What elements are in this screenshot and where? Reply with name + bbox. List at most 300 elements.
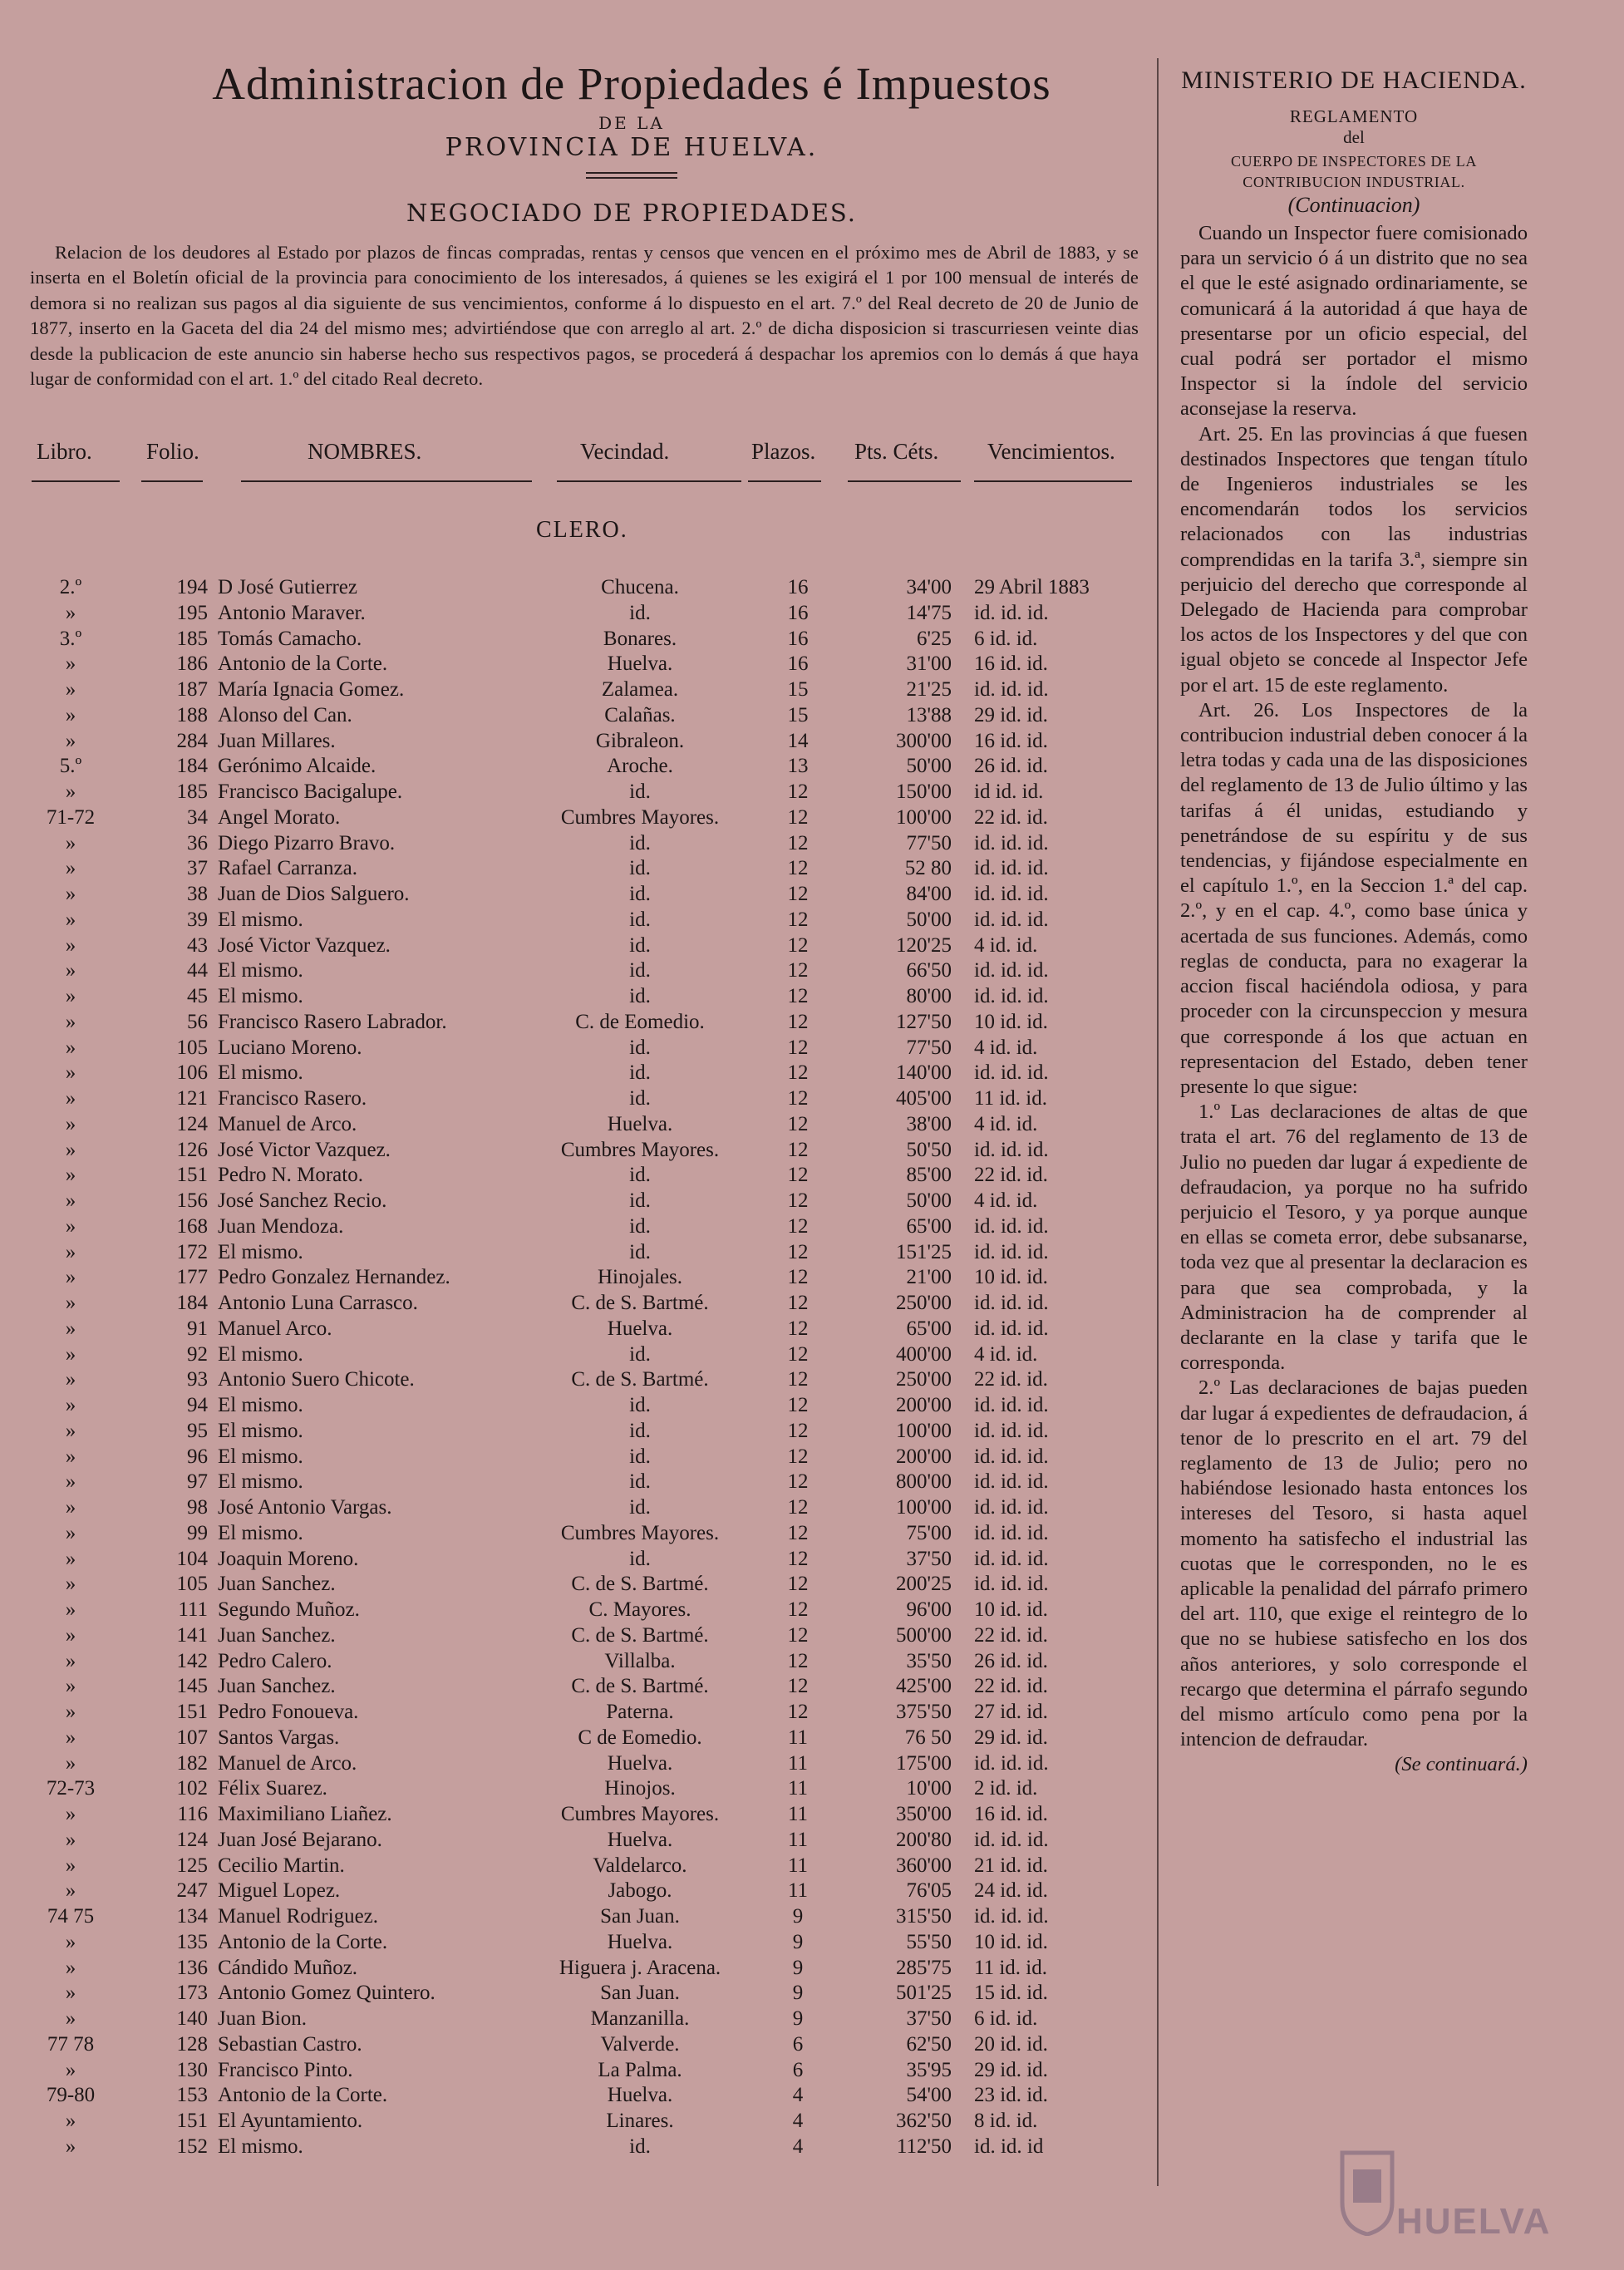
folio-cell: 34 [187,805,208,829]
vecindad-cell: C. de S. Bartmé. [571,1675,709,1698]
vencimiento-cell: 29 id. id. [974,703,1048,726]
folio-cell: 104 [176,1547,208,1570]
libro-cell: » [65,908,76,931]
plazos-cell: 12 [787,933,809,957]
vencimiento-cell: id. id. id. [974,1061,1049,1085]
vecindad-cell: id. [629,1496,651,1519]
libro-cell: » [65,1419,76,1442]
folio-cell: 134 [176,1905,208,1928]
debtor-table [25,575,1172,2160]
name-cell: Antonio Gomez Quintero. [218,1982,436,2005]
vecindad-cell: id. [629,1164,651,1187]
table-header [25,439,1155,489]
name-cell: El mismo. [218,1394,303,1416]
folio-cell: 124 [176,1828,208,1851]
name-cell: Manuel Arco. [218,1317,332,1340]
libro-cell: » [65,1854,76,1877]
table-row [25,1930,1172,1956]
name-cell: Juan Sanchez. [218,1623,336,1647]
table-row [25,1547,1172,1573]
vecindad-cell: id. [629,959,651,982]
folio-cell: 186 [176,652,208,676]
table-row [25,1598,1172,1623]
libro-cell: » [65,1623,76,1647]
vencimiento-cell: 21 id. id. [974,1854,1048,1877]
name-cell: Diego Pizarro Bravo. [218,831,396,854]
vecindad-cell: id. [629,780,651,803]
shield-icon [1338,2144,1396,2236]
table-row [25,1751,1172,1777]
name-cell: Santos Vargas. [218,1726,340,1749]
ministry-title: MINISTERIO DE HACIENDA. [1181,66,1527,94]
table-row [25,1572,1172,1598]
folio-cell: 195 [176,601,208,624]
folio-cell: 106 [176,1061,208,1085]
table-row [25,1393,1172,1419]
vecindad-cell: id. [629,883,651,905]
vencimiento-cell: 26 id. id. [974,755,1048,778]
table-row [25,1163,1172,1189]
amount-cell: 65'00 [906,1317,952,1340]
name-cell: Pedro Fonoueva. [218,1701,359,1723]
vecindad-cell: id. [629,1342,651,1366]
libro-cell: » [65,1036,76,1059]
libro-cell: 71-72 [46,805,96,829]
name-cell: Juan de Dios Salguero. [218,883,410,905]
libro-cell: 3.º [59,627,82,650]
folio-cell: 284 [176,729,208,752]
vecindad-cell: Villalba. [604,1649,676,1672]
vencimiento-cell: id. id. id. [974,1521,1049,1544]
amount-cell: 14'75 [906,601,952,624]
amount-cell: 38'00 [906,1112,952,1135]
vencimiento-cell: id. id. id. [974,1445,1049,1468]
amount-cell: 62'50 [906,2032,952,2056]
vecindad-cell: C. de S. Bartmé. [571,1573,709,1596]
folio-cell: 116 [177,1803,208,1825]
folio-cell: 185 [176,780,208,803]
name-cell: Alonso del Can. [218,703,352,726]
name-cell: Antonio de la Corte. [218,1930,388,1953]
table-row [25,627,1172,652]
folio-cell: 142 [176,1649,208,1672]
table-row [25,856,1172,882]
libro-cell: » [65,1010,76,1033]
table-row [25,1010,1172,1036]
amount-cell: 300'00 [895,729,952,752]
name-cell: Cecilio Martin. [218,1854,345,1877]
plazos-cell: 12 [787,1701,809,1723]
folio-cell: 56 [187,1010,208,1033]
libro-cell: » [65,1573,76,1596]
paragraph: 2.º Las declaraciones de bajas pueden dar lugar á expedientes de defraudacion, á tenor de lo prescrito en el art. 79 del reglamento de 13 de Julio; pero no habiéndose lesionado hasta entonces los intereses del Tesoro, si hasta aquel momento ha satisfecho el industrial las cuotas que le corresponden, no le es aplicable la penalidad del párrafo primero del art. 110, que exige el reintegro de lo que no se hubiese satisfecho en los dos años anteriores, y solo corresponde el recargo que determina el párrafo segundo del mismo artículo como pena por la intencion de defraudar. [1180,1376,1528,1751]
table-row [25,1086,1172,1112]
table-row [25,933,1172,959]
vencimiento-cell: id. id. id. [974,857,1049,880]
libro-cell: » [65,2110,76,2132]
title-de-la: DE LA [598,113,665,133]
vecindad-cell: Bonares. [603,627,677,650]
plazos-cell: 12 [787,1342,809,1366]
vecindad-cell: Hinojos. [604,1777,676,1800]
vencimiento-cell: id. id. id. [974,1292,1049,1314]
plazos-cell: 12 [787,1036,809,1059]
vecindad-cell: Gibraleon. [595,729,685,752]
amount-cell: 50'00 [906,1189,952,1212]
header-plazos: Plazos. [751,439,816,464]
amount-cell: 50'50 [906,1138,952,1161]
plazos-cell: 6 [792,2032,804,2056]
amount-cell: 96'00 [906,1598,952,1621]
libro-cell: » [65,1675,76,1698]
table-row [25,1854,1172,1879]
vecindad-cell: id. [629,1445,651,1468]
folio-cell: 184 [176,1292,208,1314]
amount-cell: 21'00 [906,1266,952,1289]
table-row [25,1623,1172,1649]
table-row [25,1342,1172,1368]
table-row [25,1495,1172,1521]
table-row [25,805,1172,831]
table-row [25,1061,1172,1086]
vecindad-cell: id. [629,1061,651,1085]
amount-cell: 13'88 [906,703,952,726]
vencimiento-cell: 4 id. id. [974,1189,1038,1212]
libro-cell: » [65,959,76,982]
header-rule [974,480,1132,482]
table-row [25,1521,1172,1547]
name-cell: El mismo. [218,1521,303,1544]
vencimiento-cell: id. id. id. [974,1828,1049,1851]
name-cell: Antonio Suero Chicote. [218,1368,415,1391]
table-row [25,1726,1172,1751]
amount-cell: 65'00 [906,1214,952,1238]
amount-cell: 250'00 [895,1368,952,1391]
watermark-text: HUELVA [1396,2201,1552,2242]
table-row [25,1214,1172,1240]
amount-cell: 800'00 [895,1470,952,1494]
folio-cell: 121 [176,1087,208,1110]
name-cell: Francisco Bacigalupe. [218,780,403,803]
folio-cell: 126 [176,1138,208,1161]
amount-cell: 76'05 [906,1879,952,1903]
name-cell: Manuel Rodriguez. [218,1905,379,1928]
libro-cell: » [65,1394,76,1416]
libro-cell: » [65,1266,76,1289]
plazos-cell: 12 [787,1112,809,1135]
amount-cell: 31'00 [906,652,952,676]
plazos-cell: 12 [787,1675,809,1698]
vencimiento-cell: id id. id. [974,780,1044,803]
name-cell: Francisco Pinto. [218,2058,353,2081]
header-rule [141,480,203,482]
folio-cell: 168 [176,1214,208,1238]
header-vecindad: Vecindad. [580,439,670,464]
libro-cell: » [65,1726,76,1749]
table-row [25,729,1172,755]
libro-cell: 2.º [59,576,82,598]
vecindad-cell: id. [629,1189,651,1212]
table-row [25,601,1172,627]
name-cell: Antonio de la Corte. [218,652,388,676]
folio-cell: 43 [187,933,208,957]
plazos-cell: 16 [787,576,809,598]
plazos-cell: 12 [787,1189,809,1212]
name-cell: El mismo. [218,1061,303,1085]
table-row [25,1700,1172,1726]
libro-cell: » [65,831,76,854]
amount-cell: 375'50 [895,1701,952,1723]
table-row [25,1470,1172,1495]
table-row [25,1112,1172,1138]
amount-cell: 34'00 [906,576,952,598]
libro-cell: » [65,1803,76,1825]
table-row [25,1956,1172,1982]
plazos-cell: 6 [792,2058,804,2081]
name-cell: El mismo. [218,1342,303,1366]
plazos-cell: 11 [787,1803,809,1825]
amount-cell: 50'00 [906,908,952,931]
department-title: NEGOCIADO DE PROPIEDADES. [406,199,857,227]
header-rule [748,480,821,482]
folio-cell: 151 [176,1164,208,1187]
table-row [25,1802,1172,1828]
table-row [25,1879,1172,1904]
libro-cell: » [65,601,76,624]
name-cell: Gerónimo Alcaide. [218,755,376,778]
folio-cell: 187 [176,678,208,701]
name-cell: D José Gutierrez [218,576,357,598]
table-row [25,1265,1172,1291]
vencimiento-cell: 29 id. id. [974,2058,1048,2081]
vecindad-cell: Cumbres Mayores. [560,1138,720,1161]
folio-cell: 125 [176,1854,208,1877]
vencimiento-cell: id. id. id. [974,1214,1049,1238]
plazos-cell: 9 [792,1930,804,1953]
amount-cell: 100'00 [895,805,952,829]
table-row [25,1367,1172,1393]
name-cell: Félix Suarez. [218,1777,327,1800]
vencimiento-cell: 20 id. id. [974,2032,1048,2056]
name-cell: Maximiliano Liañez. [218,1803,392,1825]
amount-cell: 55'50 [906,1930,952,1953]
libro-cell: 5.º [59,755,82,778]
vecindad-cell: Huelva. [607,1828,673,1851]
regulation-text [1180,221,1528,1778]
plazos-cell: 12 [787,1317,809,1340]
name-cell: El Ayuntamiento. [218,2110,363,2132]
folio-cell: 194 [176,576,208,598]
plazos-cell: 12 [787,1368,809,1391]
libro-cell: » [65,1956,76,1979]
header-folio: Folio. [146,439,199,464]
libro-cell: » [65,857,76,880]
plazos-cell: 11 [787,1879,809,1903]
table-row [25,780,1172,805]
amount-cell: 10'00 [906,1777,952,1800]
header-rule [557,480,741,482]
name-cell: María Ignacia Gomez. [218,678,405,701]
header-pts: Pts. Céts. [854,439,939,464]
vecindad-cell: La Palma. [598,2058,682,2081]
plazos-cell: 12 [787,985,809,1007]
table-row [25,652,1172,677]
libro-cell: » [65,1214,76,1238]
folio-cell: 111 [178,1598,208,1621]
libro-cell: » [65,2007,76,2030]
folio-cell: 188 [176,703,208,726]
plazos-cell: 12 [787,883,809,905]
plazos-cell: 4 [792,2084,804,2107]
folio-cell: 97 [187,1470,208,1494]
libro-cell: » [65,1598,76,1621]
table-row [25,754,1172,780]
folio-cell: 38 [187,883,208,905]
right-column [1180,66,1528,1778]
vecindad-cell: Paterna. [606,1701,674,1723]
plazos-cell: 12 [787,1214,809,1238]
folio-cell: 136 [176,1956,208,1979]
folio-cell: 184 [176,755,208,778]
vencimiento-cell: id. id. id. [974,1496,1049,1519]
vecindad-cell: Cumbres Mayores. [560,1521,720,1544]
continuation-note: (Continuacion) [1287,193,1420,217]
vencimiento-cell: id. id. id. [974,1470,1049,1494]
vecindad-cell: C. de S. Bartmé. [571,1623,709,1647]
section-title: CLERO. [536,517,628,543]
vencimiento-cell: 22 id. id. [974,1368,1048,1391]
vencimiento-cell: id. id. id. [974,959,1049,982]
name-cell: Segundo Muñoz. [218,1598,360,1621]
libro-cell: » [65,1828,76,1851]
plazos-cell: 4 [792,2135,804,2158]
left-column [25,58,1147,2158]
vecindad-cell: Zalamea. [601,678,679,701]
table-row [25,2109,1172,2135]
libro-cell: » [65,1164,76,1187]
header-rule [241,480,532,482]
libro-cell: » [65,1292,76,1314]
vecindad-cell: id. [629,601,651,624]
vencimiento-cell: 27 id. id. [974,1701,1048,1723]
vecindad-cell: C. de Eomedio. [575,1010,705,1033]
cuerpo-title: CUERPO DE INSPECTORES DE LA CONTRIBUCION INDUSTRIAL. [1231,153,1477,190]
plazos-cell: 12 [787,1164,809,1187]
name-cell: El mismo. [218,985,303,1007]
vencimiento-cell: 8 id. id. [974,2110,1038,2132]
name-cell: Angel Morato. [218,805,341,829]
archive-watermark [1338,2144,1552,2244]
vencimiento-cell: 10 id. id. [974,1010,1048,1033]
folio-cell: 95 [187,1419,208,1442]
title-rule [586,172,677,179]
vecindad-cell: id. [629,1214,651,1238]
folio-cell: 107 [176,1726,208,1749]
vecindad-cell: id. [629,1087,651,1110]
libro-cell: » [65,703,76,726]
vencimiento-cell: 15 id. id. [974,1982,1048,2005]
amount-cell: 362'50 [895,2110,952,2132]
vecindad-cell: Chucena. [601,576,679,598]
name-cell: Antonio Luna Carrasco. [218,1292,418,1314]
table-row [25,958,1172,984]
table-row [25,1828,1172,1854]
folio-cell: 182 [176,1751,208,1775]
amount-cell: 501'25 [895,1982,952,2005]
table-row [25,908,1172,933]
plazos-cell: 13 [787,755,809,778]
folio-cell: 92 [187,1342,208,1366]
name-cell: El mismo. [218,1470,303,1494]
libro-cell: » [65,2058,76,2081]
libro-cell: » [65,1087,76,1110]
table-row [25,2058,1172,2084]
name-cell: El mismo. [218,1240,303,1263]
name-cell: Pedro Calero. [218,1649,332,1672]
vecindad-cell: Valverde. [600,2032,680,2056]
amount-cell: 140'00 [895,1061,952,1085]
table-row [25,2083,1172,2109]
vecindad-cell: id. [629,1419,651,1442]
plazos-cell: 12 [787,1240,809,1263]
reglamento-title: REGLAMENTO [1289,106,1419,126]
vencimiento-cell: id. id. id. [974,1905,1049,1928]
folio-cell: 151 [176,2110,208,2132]
name-cell: José Antonio Vargas. [218,1496,392,1519]
vecindad-cell: id. [629,933,651,957]
vencimiento-cell: id. id. id. [974,1419,1049,1442]
libro-cell: » [65,1930,76,1953]
amount-cell: 250'00 [895,1292,952,1314]
vecindad-cell: Huelva. [607,652,673,676]
vecindad-cell: id. [629,1470,651,1494]
plazos-cell: 12 [787,805,809,829]
vecindad-cell: id. [629,1547,651,1570]
vecindad-cell: id. [629,857,651,880]
name-cell: Cándido Muñoz. [218,1956,358,1979]
vecindad-cell: id. [629,1240,651,1263]
plazos-cell: 16 [787,627,809,650]
page-title: Administracion de Propiedades é Impuestos [212,58,1051,109]
vecindad-cell: Linares. [606,2110,674,2132]
table-row [25,1445,1172,1470]
plazos-cell: 12 [787,1087,809,1110]
vecindad-cell: id. [629,985,651,1007]
amount-cell: 35'50 [906,1649,952,1672]
folio-cell: 135 [176,1930,208,1953]
folio-cell: 96 [187,1445,208,1468]
vencimiento-cell: id. id. id. [974,1138,1049,1161]
table-row [25,1138,1172,1164]
libro-cell: » [65,1317,76,1340]
vecindad-cell: C. de S. Bartmé. [571,1292,709,1314]
vecindad-cell: id. [629,831,651,854]
vencimiento-cell: id. id. id. [974,678,1049,701]
vencimiento-cell: id. id. id. [974,1317,1049,1340]
name-cell: El mismo. [218,2135,303,2158]
folio-cell: 172 [176,1240,208,1263]
vecindad-cell: Huelva. [607,1317,673,1340]
plazos-cell: 12 [787,1547,809,1570]
folio-cell: 140 [176,2007,208,2030]
amount-cell: 400'00 [895,1342,952,1366]
libro-cell: 79-80 [46,2084,96,2107]
intro-paragraph: Relacion de los deudores al Estado por plazos de fincas compradas, rentas y censos que vencen en el próximo mes de Abril de 1883, y se inserta en el Boletín oficial de la provincia para conocimiento de los interesados, á quienes se les exigirá el 1 por 100 mensual de interés de demora si no realizan sus pagos al dia siguiente de sus vencimientos, conforme á lo dispuesto en el art. 7.º del Real decreto de 20 de Junio de 1877, inserto en la Gaceta del dia 24 del mismo mes; advirtiéndose que con arreglo al art. 2.º de dicha disposicion si trascurriesen veinte dias desde la publicacion de este anuncio sin haberse hecho sus respectivos pagos, se procederá á despachar los apremios con lo demás á que haya lugar de conformidad con el art. 1.º del citado Real decreto. [30,242,1139,390]
plazos-cell: 12 [787,1266,809,1289]
folio-cell: 151 [176,1701,208,1723]
amount-cell: 84'00 [906,883,952,905]
plazos-cell: 11 [787,1751,809,1775]
